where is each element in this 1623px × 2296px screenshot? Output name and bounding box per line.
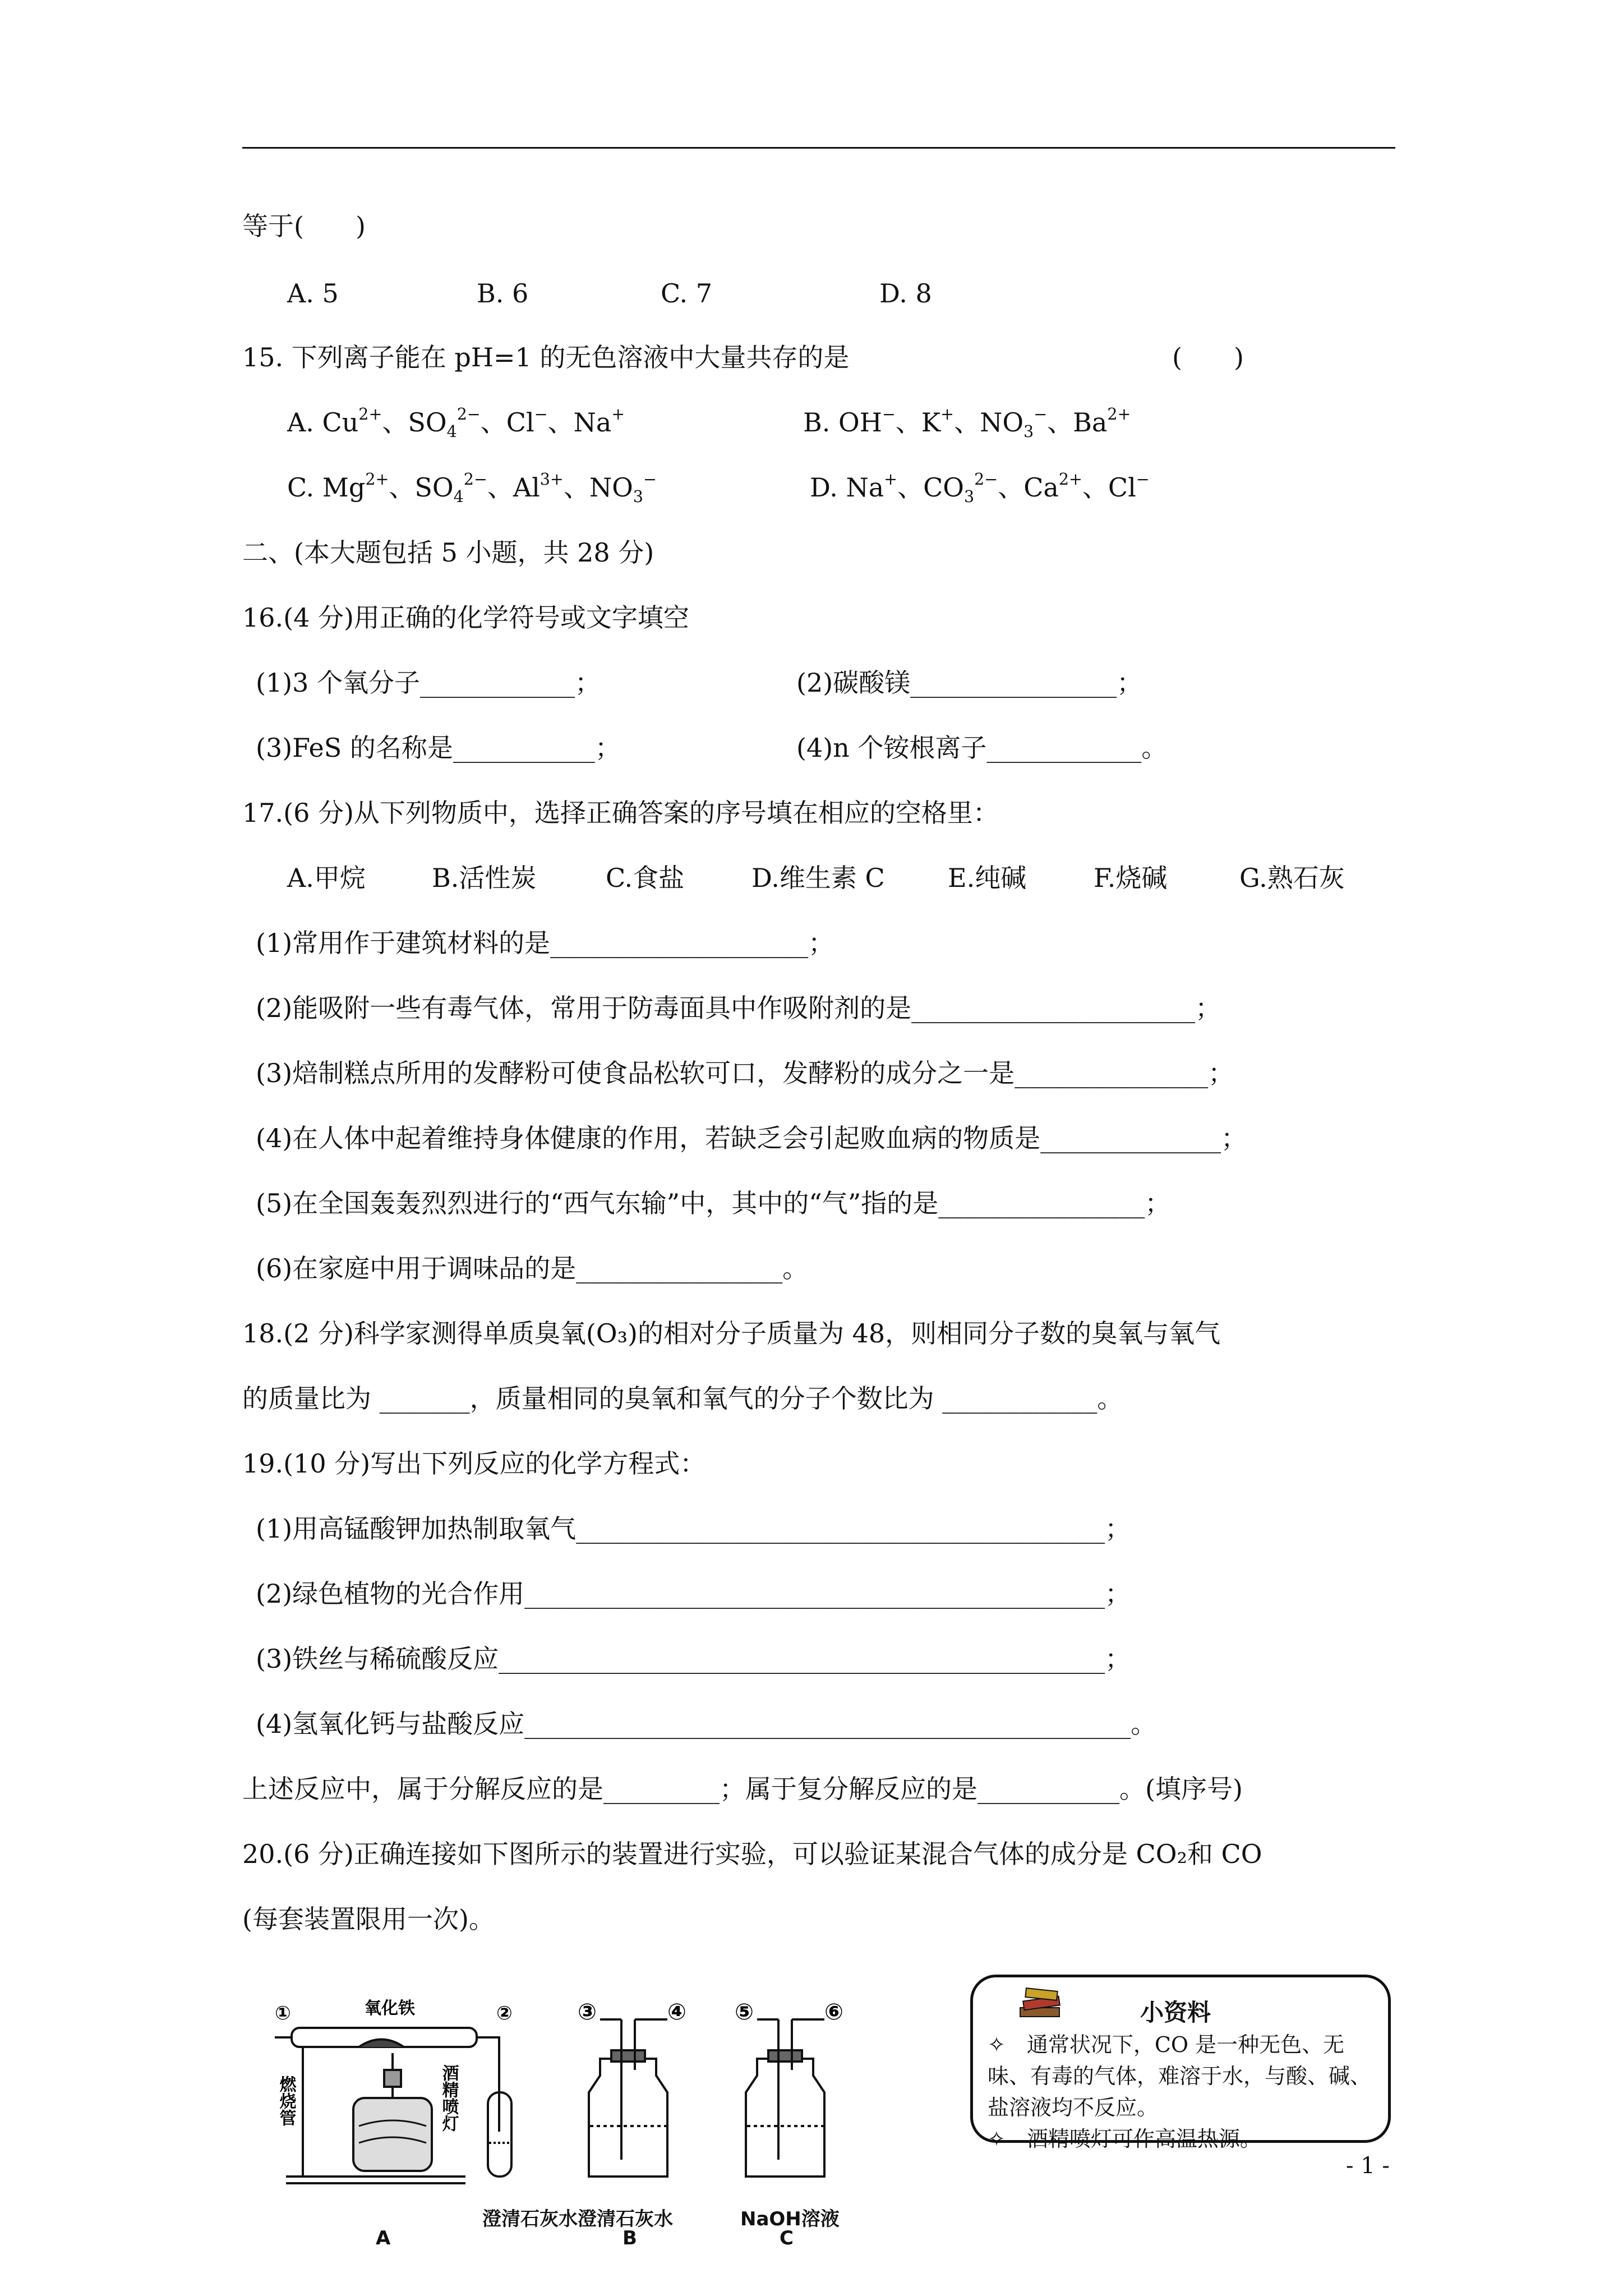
- q14-tail: 等于( ): [242, 211, 366, 241]
- q19-summary: 上述反应中，属于分解反应的是_________；属于复分解反应的是___________。(填序号): [242, 1774, 1243, 1804]
- limewater-a-label: 澄清石灰水: [482, 2208, 578, 2230]
- q17-choice-c: C.食盐: [606, 863, 685, 893]
- q15-option-b: B. OH−、K+、$NO_3^-$、$Ba^{2+}$: [803, 405, 1131, 441]
- apparatus-a: [275, 2028, 511, 2183]
- page-number: - 1 -: [1346, 2153, 1390, 2179]
- q14-option-c: C. 7: [661, 278, 713, 309]
- q16-part-2: (2)碳酸镁________________；: [796, 668, 1143, 698]
- q17-part-5: (5)在全国轰轰烈烈进行的“西气东输”中，其中的“气”指的是________________；: [256, 1188, 1171, 1218]
- q17-part-6: (6)在家庭中用于调味品的是________________。: [256, 1253, 809, 1283]
- apparatus-b: [589, 2019, 667, 2177]
- q16-part-4: (4)n 个铵根离子____________。: [796, 733, 1168, 763]
- q17-part-1: (1)常用作于建筑材料的是____________________；: [256, 928, 834, 958]
- books-icon: [1017, 1985, 1067, 2024]
- info-item-1: ✧ 通常状况下，CO 是一种无色、无味、有毒的气体，难溶于水，与酸、碱、盐溶液均不反应。: [988, 2032, 1372, 2120]
- label-a: A: [376, 2227, 391, 2249]
- q16-part-3: (3)FeS 的名称是___________；: [256, 733, 621, 763]
- q17-choice-g: G.熟石灰: [1239, 863, 1345, 893]
- q19-part-1: (1)用高锰酸钾加热制取氧气_________________________________________；: [256, 1513, 1131, 1544]
- q16-part-1: (1)3 个氧分子____________；: [256, 668, 601, 698]
- q16-stem: 16.(4 分)用正确的化学符号或文字填空: [242, 602, 689, 633]
- q15-option-c: C. $Mg^{2+}$、$SO_4^{2-}$、$Al^{3+}$、$NO_3^-$: [287, 470, 657, 507]
- q14-option-d: D. 8: [879, 278, 932, 309]
- section-2-heading: 二、(本大题包括 5 小题，共 28 分): [242, 537, 654, 568]
- info-item-2: ✧ 酒精喷灯可作高温热源。: [988, 2127, 1261, 2151]
- q17-stem: 17.(6 分)从下列物质中，选择正确答案的序号填在相应的空格里：: [242, 798, 999, 828]
- q18-line-1: 18.(2 分)科学家测得单质臭氧(O₃)的相对分子质量为 48，则相同分子数的臭氧与氧气: [242, 1318, 1221, 1349]
- q17-part-3: (3)焙制糕点所用的发酵粉可使食品松软可口，发酵粉的成分之一是_______________；: [256, 1058, 1234, 1088]
- label-c: C: [780, 2227, 794, 2249]
- port-1: ①: [275, 2002, 291, 2024]
- q20-line-2: (每套装置限用一次)。: [242, 1904, 495, 1934]
- q19-part-2: (2)绿色植物的光合作用_____________________________________________；: [256, 1579, 1131, 1609]
- q17-choice-f: F.烧碱: [1094, 863, 1168, 893]
- q17-choice-a: A.甲烷: [287, 863, 366, 893]
- q17-choice-e: E.纯碱: [948, 863, 1027, 893]
- q17-choice-d: D.维生素 C: [751, 863, 885, 893]
- q18-line-2: 的质量比为 _______，质量相同的臭氧和氧气的分子个数比为 ____________。: [242, 1383, 1123, 1414]
- apparatus-c: [746, 2019, 824, 2177]
- q15-option-a: A. $Cu^{2+}$、$SO_4^{2-}$、Cl−、Na+: [287, 405, 625, 441]
- info-box: [970, 1975, 1391, 2151]
- q19-part-4: (4)氢氧化钙与盐酸反应_______________________________________________。: [256, 1709, 1157, 1739]
- q15-answer-paren: ( ): [1172, 342, 1244, 372]
- port-3: ③: [578, 1999, 597, 2025]
- port-2: ②: [496, 2002, 513, 2024]
- apparatus-drawing: [275, 1997, 948, 2199]
- q17-choice-b: B.活性炭: [432, 863, 537, 893]
- q14-option-a: A. 5: [287, 278, 339, 309]
- label-b: B: [623, 2227, 637, 2249]
- q20-line-1: 20.(6 分)正确连接如下图所示的装置进行实验，可以验证某混合气体的成分是 CO₂和 CO: [242, 1839, 1262, 1869]
- q15-stem: 15. 下列离子能在 pH=1 的无色溶液中大量共存的是: [242, 342, 850, 372]
- q17-part-4: (4)在人体中起着维持身体健康的作用，若缺乏会引起败血病的物质是______________；: [256, 1123, 1247, 1153]
- limewater-b-label: 澄清石灰水: [578, 2208, 673, 2230]
- alcohol-lamp-label: 酒精喷灯: [439, 2064, 459, 2132]
- combustion-tube-label: 燃烧管: [276, 2076, 296, 2126]
- q17-part-2: (2)能吸附一些有毒气体，常用于防毒面具中作吸附剂的是______________________；: [256, 993, 1221, 1023]
- iron-oxide-label: 氧化铁: [365, 1999, 415, 2018]
- naoh-label: NaOH溶液: [740, 2208, 840, 2230]
- header-rule: [242, 147, 1395, 149]
- info-box-title: 小资料: [1140, 1999, 1211, 2026]
- apparatus-figure: [275, 1997, 948, 2249]
- q19-part-3: (3)铁丝与稀硫酸反应_______________________________________________；: [256, 1644, 1131, 1674]
- port-5: ⑤: [735, 1999, 754, 2025]
- port-4: ④: [667, 1999, 686, 2025]
- q15-option-d: D. Na+、$CO_3^{2-}$、$Ca^{2+}$、Cl−: [810, 470, 1150, 507]
- q19-stem: 19.(10 分)写出下列反应的化学方程式：: [242, 1448, 706, 1479]
- q14-option-b: B. 6: [477, 278, 529, 309]
- info-box-text: [988, 2029, 1380, 2155]
- port-6: ⑥: [824, 1999, 843, 2025]
